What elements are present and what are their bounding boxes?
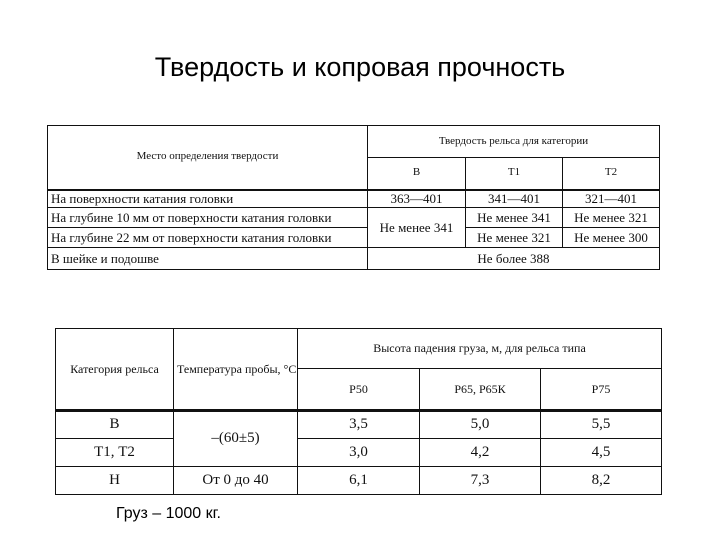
table-row <box>56 467 662 495</box>
cell-value: 6,1 <box>298 467 420 495</box>
cell-value: Не менее 300 <box>563 228 660 248</box>
row-place: На глубине 10 мм от поверхности катания головки <box>48 208 368 228</box>
cell-value: 321—401 <box>563 190 660 208</box>
table-row <box>48 248 660 270</box>
header-type-p65: Р65, Р65К <box>420 369 541 411</box>
row-category: Н <box>56 467 174 495</box>
cell-value: 3,5 <box>298 411 420 439</box>
cell-value: Не менее 341 <box>466 208 563 228</box>
cell-value: 7,3 <box>420 467 541 495</box>
header-drop-height: Высота падения груза, м, для рельса типа <box>298 329 662 369</box>
row-category: В <box>56 411 174 439</box>
table-row <box>56 439 662 467</box>
cell-value: 3,0 <box>298 439 420 467</box>
hardness-table <box>47 125 660 270</box>
cell-value: 8,2 <box>541 467 662 495</box>
cell-value: Не менее 321 <box>563 208 660 228</box>
row-place: На глубине 22 мм от поверхности катания головки <box>48 228 368 248</box>
cell-value: 363—401 <box>368 190 466 208</box>
header-category-t1: Т1 <box>466 158 563 190</box>
header-hardness-category: Твердость рельса для категории <box>368 126 660 158</box>
row-category: Т1, Т2 <box>56 439 174 467</box>
header-category-v: В <box>368 158 466 190</box>
table-row <box>48 228 660 248</box>
table-row <box>48 208 660 228</box>
row-place: В шейке и подошве <box>48 248 368 270</box>
cell-value: Не более 388 <box>368 248 660 270</box>
footnote: Груз – 1000 кг. <box>116 505 221 522</box>
header-category-t2: Т2 <box>563 158 660 190</box>
cell-temperature: От 0 до 40 <box>174 467 298 495</box>
cell-temperature: –(60±5) <box>174 411 298 467</box>
table-row <box>48 190 660 208</box>
impact-strength-table <box>55 328 662 495</box>
slide-title: Твердость и копровая прочность <box>154 52 566 82</box>
table-row <box>56 411 662 439</box>
row-place: На поверхности катания головки <box>48 190 368 208</box>
cell-value: 5,5 <box>541 411 662 439</box>
cell-value: 5,0 <box>420 411 541 439</box>
cell-value: Не менее 341 <box>368 208 466 248</box>
header-test-temperature: Температура пробы, °С <box>174 329 298 411</box>
header-type-p75: Р75 <box>541 369 662 411</box>
cell-value: 4,2 <box>420 439 541 467</box>
header-hardness-place: Место определения твердости <box>48 126 368 190</box>
header-type-p50: Р50 <box>298 369 420 411</box>
header-rail-category: Категория рельса <box>56 329 174 411</box>
cell-value: Не менее 321 <box>466 228 563 248</box>
cell-value: 4,5 <box>541 439 662 467</box>
cell-value: 341—401 <box>466 190 563 208</box>
